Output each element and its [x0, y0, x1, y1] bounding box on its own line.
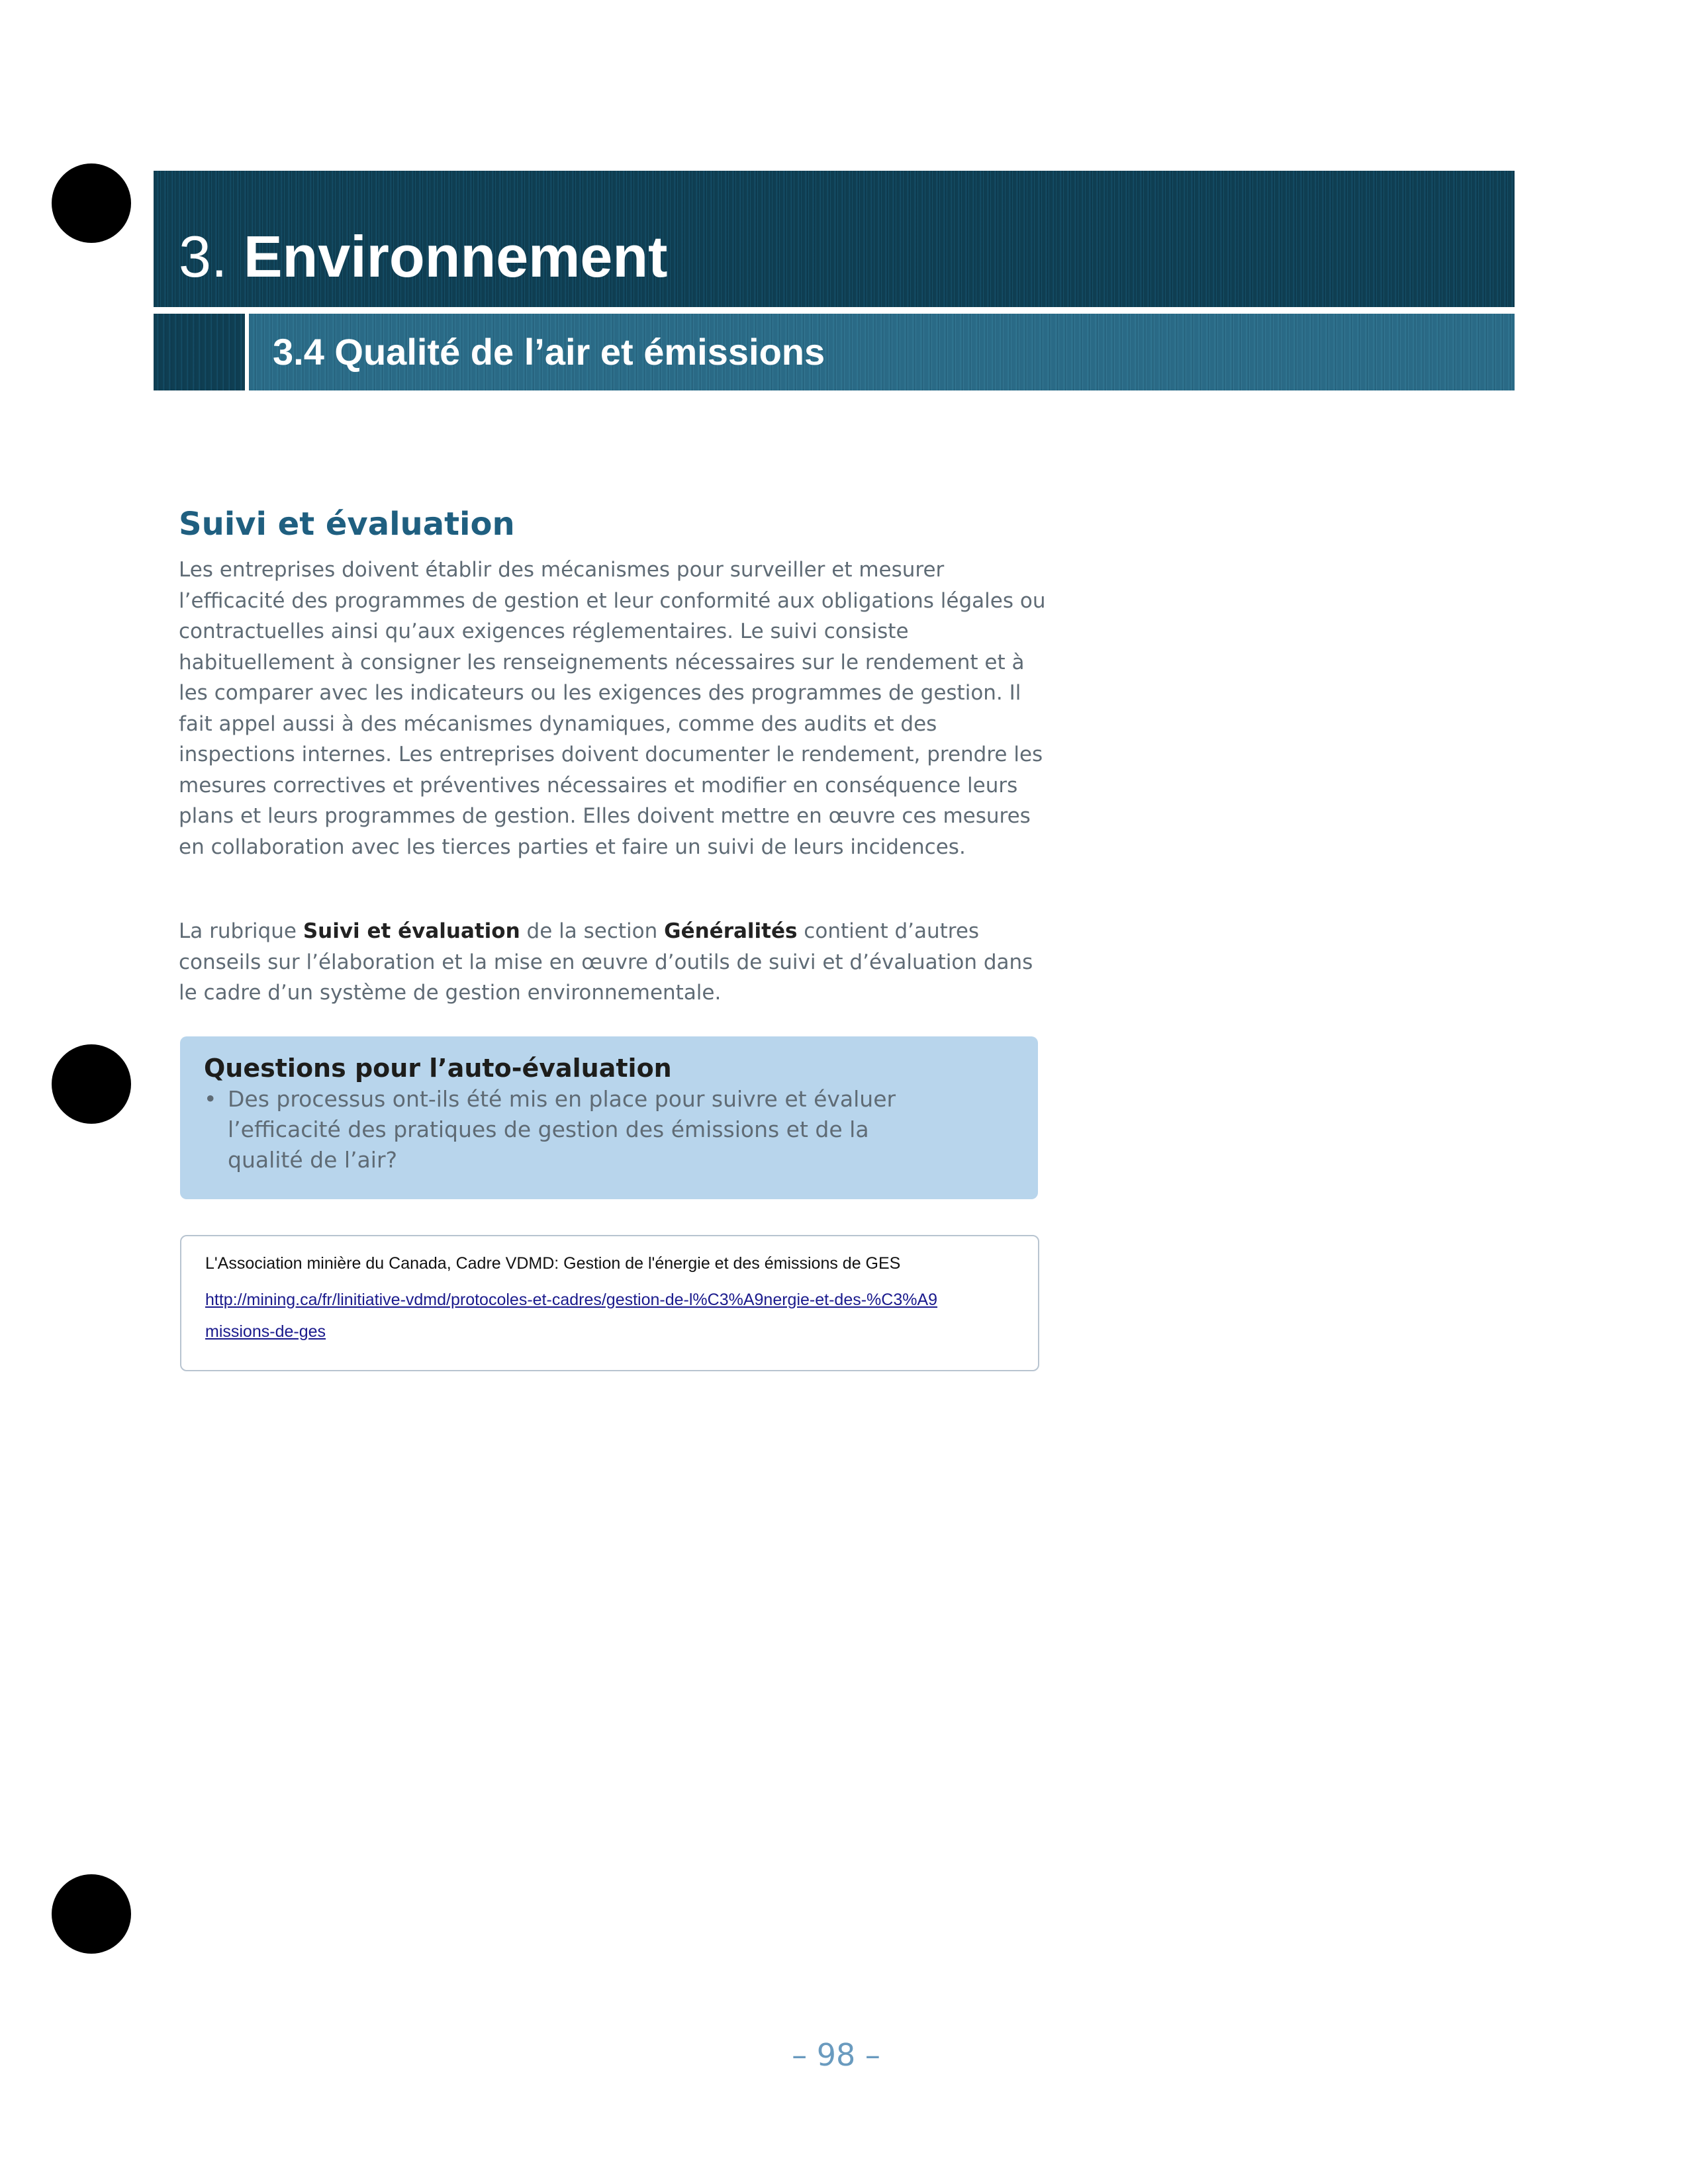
- list-item-text: Des processus ont-ils été mis en place pour suivre et évaluer l’efficacité des pratiques de gestion des émissions et de la qualité de l’air?: [228, 1085, 896, 1173]
- chapter-title: [179, 224, 668, 289]
- paragraph-text: de la section: [520, 919, 665, 943]
- page-number: – 98 –: [792, 2037, 880, 2073]
- emphasis-suivi-evaluation: Suivi et évaluation: [303, 919, 520, 943]
- emphasis-generalites: Généralités: [664, 919, 798, 943]
- chapter-number: 3.: [179, 224, 228, 289]
- section-banner-tab: [154, 314, 245, 390]
- reference-title: L'Association minière du Canada, Cadre VDMD: Gestion de l'énergie et des émissions de GES: [205, 1254, 901, 1273]
- paragraph-text: contient d’autres conseils sur l’élaboration et la mise en œuvre d’outils de suivi et d’évaluation dans le cadre d’un système de gestion environnementale.: [179, 919, 1033, 1005]
- paragraph-text: La rubrique: [179, 919, 303, 943]
- section-title: 3.4 Qualité de l’air et émissions: [273, 331, 825, 373]
- reference-link[interactable]: http://mining.ca/fr/linitiative-vdmd/protocoles-et-cadres/gestion-de-l%C3%A9nergie-et-des-%C3%A9missions-de-ges: [205, 1291, 938, 1341]
- bullet-icon: •: [204, 1085, 217, 1112]
- body-paragraph-cross-reference: [179, 916, 1046, 1009]
- body-paragraph: Les entreprises doivent établir des mécanismes pour surveiller et mesurer l’efficacité des programmes de gestion et leur conformité aux obligations légales ou contractuelles ainsi qu’aux exigences réglementaires. Le suivi consiste habituellement à consigner les renseignements nécessaires sur le rendement et à les comparer avec les indicateurs ou les exigences des programmes de gestion. Il fait appel aussi à des mécanismes dynamiques, comme des audits et des inspections internes. Les entreprises doivent documenter le rendement, prendre les mesures correctives et préventives nécessaires et modifier en conséquence leurs plans et leurs programmes de gestion. Elles doivent mettre en œuvre ces mesures en collaboration avec les tierces parties et faire un suivi de leurs incidences.: [179, 558, 1046, 859]
- self-assessment-list: [204, 1084, 1038, 1175]
- reference-box: [180, 1235, 1039, 1371]
- chapter-name: Environnement: [243, 224, 668, 289]
- self-assessment-callout: [180, 1036, 1038, 1199]
- binder-hole-middle: [52, 1044, 131, 1124]
- self-assessment-title: Questions pour l’auto-évaluation: [204, 1054, 672, 1083]
- binder-hole-top: [52, 163, 131, 243]
- list-item: [204, 1084, 943, 1175]
- subheading: Suivi et évaluation: [179, 506, 515, 543]
- binder-hole-bottom: [52, 1874, 131, 1954]
